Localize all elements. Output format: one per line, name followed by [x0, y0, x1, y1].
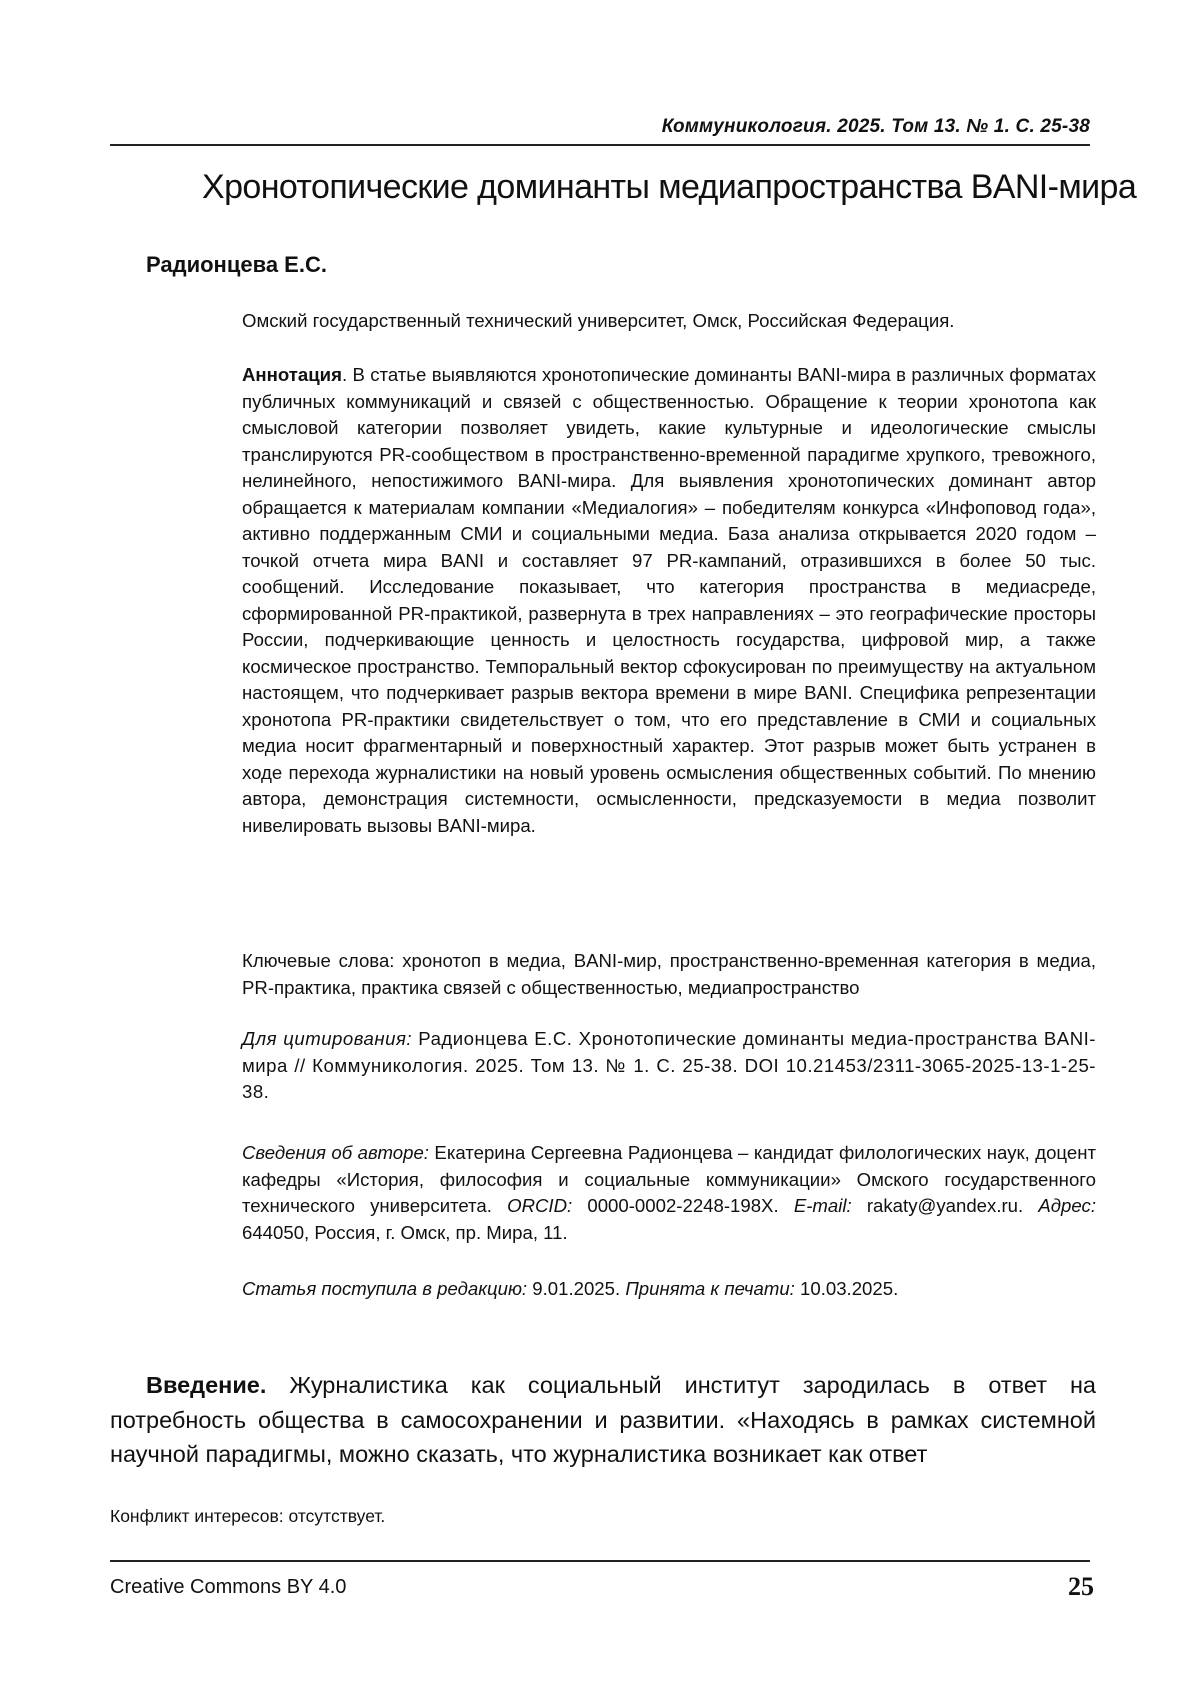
email-value[interactable]: rakaty@yandex.ru. — [851, 1195, 1039, 1216]
page-number: 25 — [1068, 1572, 1094, 1601]
header-rule — [110, 144, 1090, 146]
license-text: Creative Commons BY 4.0 — [110, 1576, 347, 1598]
accepted-value: 10.03.2025. — [794, 1278, 899, 1299]
citation — [242, 1026, 1096, 1106]
abstract-label: Аннотация — [242, 364, 342, 385]
author-info-text: Екатерина Сергеевна Радионцева – кандидат филологических наук, доцент кафедры «История, философия и социальные коммуникации» Омского государственного технического университета. — [242, 1142, 1096, 1216]
author-name: Радионцева Е.С. — [146, 252, 327, 277]
orcid-value: 0000-0002-2248-198X. — [572, 1195, 794, 1216]
footer-rule — [110, 1560, 1090, 1562]
address-value: 644050, Россия, г. Омск, пр. Мира, 11. — [242, 1221, 568, 1243]
received-label: Статья поступила в редакцию: — [242, 1278, 528, 1299]
article-dates — [242, 1276, 1096, 1303]
title-row — [110, 162, 1137, 212]
abstract — [242, 362, 1096, 839]
intro-label: Введение. — [146, 1372, 267, 1398]
affiliation: Омский государственный технический университет, Омск, Российская Федерация. — [242, 310, 955, 331]
accepted-label: Принята к печати: — [625, 1278, 795, 1299]
article-title: Хронотопические доминанты медиапространства BANI-мира — [202, 167, 1137, 206]
author-info — [242, 1140, 1096, 1246]
abstract-text: . В статье выявляются хронотопические доминанты BANI-мира в различных форматах публичных коммуникаций и связей с общественностью. Обращение к теории хронотопа как смысловой категории позволяет увидеть, какие культурные и идеологические смыслы транслируются PR-сообществом в пространственно-временной парадигме хрупкого, тревожного, нелинейного, непостижимого BANI-мира. Для выявления хронотопических доминант автор обращается к материалам компании «Медиалогия» – победителям конкурса «Инфоповод года», активно поддержанным СМИ и социальными медиа. База анализа открывается 2020 годом – точкой отчета мира BANI и составляет 97 PR-кампаний, отразившихся в более 50 тыс. сообщений. Исследование показывает, что категория пространства в медиасреде, сформированной PR-практикой, развернута в трех направлениях – это географические просторы России, подчеркивающие ценность и целостность государства, цифровой мир, а также космическое пространство. Темпоральный вектор сфокусирован по преимуществу на актуальном настоящем, что подчеркивает разрыв вектора времени в мире BANI. Специфика репрезентации хронотопа PR-практики свидетельствует о том, что его представление в СМИ и социальных медиа носит фрагментарный и поверхностный характер. Этот разрыв может быть устранен в ходе перехода журналистики на новый уровень осмысления общественных событий. По мнению автора, демонстрация системности, осмысленности, предсказуемости в медиа позволит нивелировать вызовы BANI-мира. — [242, 364, 1096, 836]
orcid-label: ORCID: — [507, 1195, 573, 1216]
author-info-label: Сведения об авторе: — [242, 1142, 429, 1163]
introduction-paragraph — [110, 1368, 1096, 1472]
keywords: Ключевые слова: хронотоп в медиа, BANI-мир, пространственно-временная категория в медиа, PR-практика, практика связей с общественностью, медиапространство — [242, 950, 1096, 998]
address-label: Адрес: — [1038, 1195, 1096, 1216]
conflict-of-interest: Конфликт интересов: отсутствует. — [110, 1506, 386, 1526]
received-value: 9.01.2025. — [527, 1278, 626, 1299]
intro-text: Журналистика как социальный институт зародилась в ответ на потребность общества в самосохранении и развитии. «Находясь в рамках системной научной парадигмы, можно сказать, что журналистика возникает как ответ — [110, 1372, 1096, 1467]
citation-label: Для цитирования: — [242, 1028, 413, 1049]
running-head: Коммуникология. 2025. Том 13. № 1. С. 25-38 — [661, 116, 1090, 137]
citation-text: Радионцева Е.С. Хронотопические доминанты медиа-пространства BANI-мира // Коммуникология. 2025. Том 13. № 1. С. 25-38. DOI 10.21453/2311-3065-2025-13-1-25-38. — [242, 1028, 1096, 1102]
email-label: E-mail: — [793, 1195, 852, 1216]
